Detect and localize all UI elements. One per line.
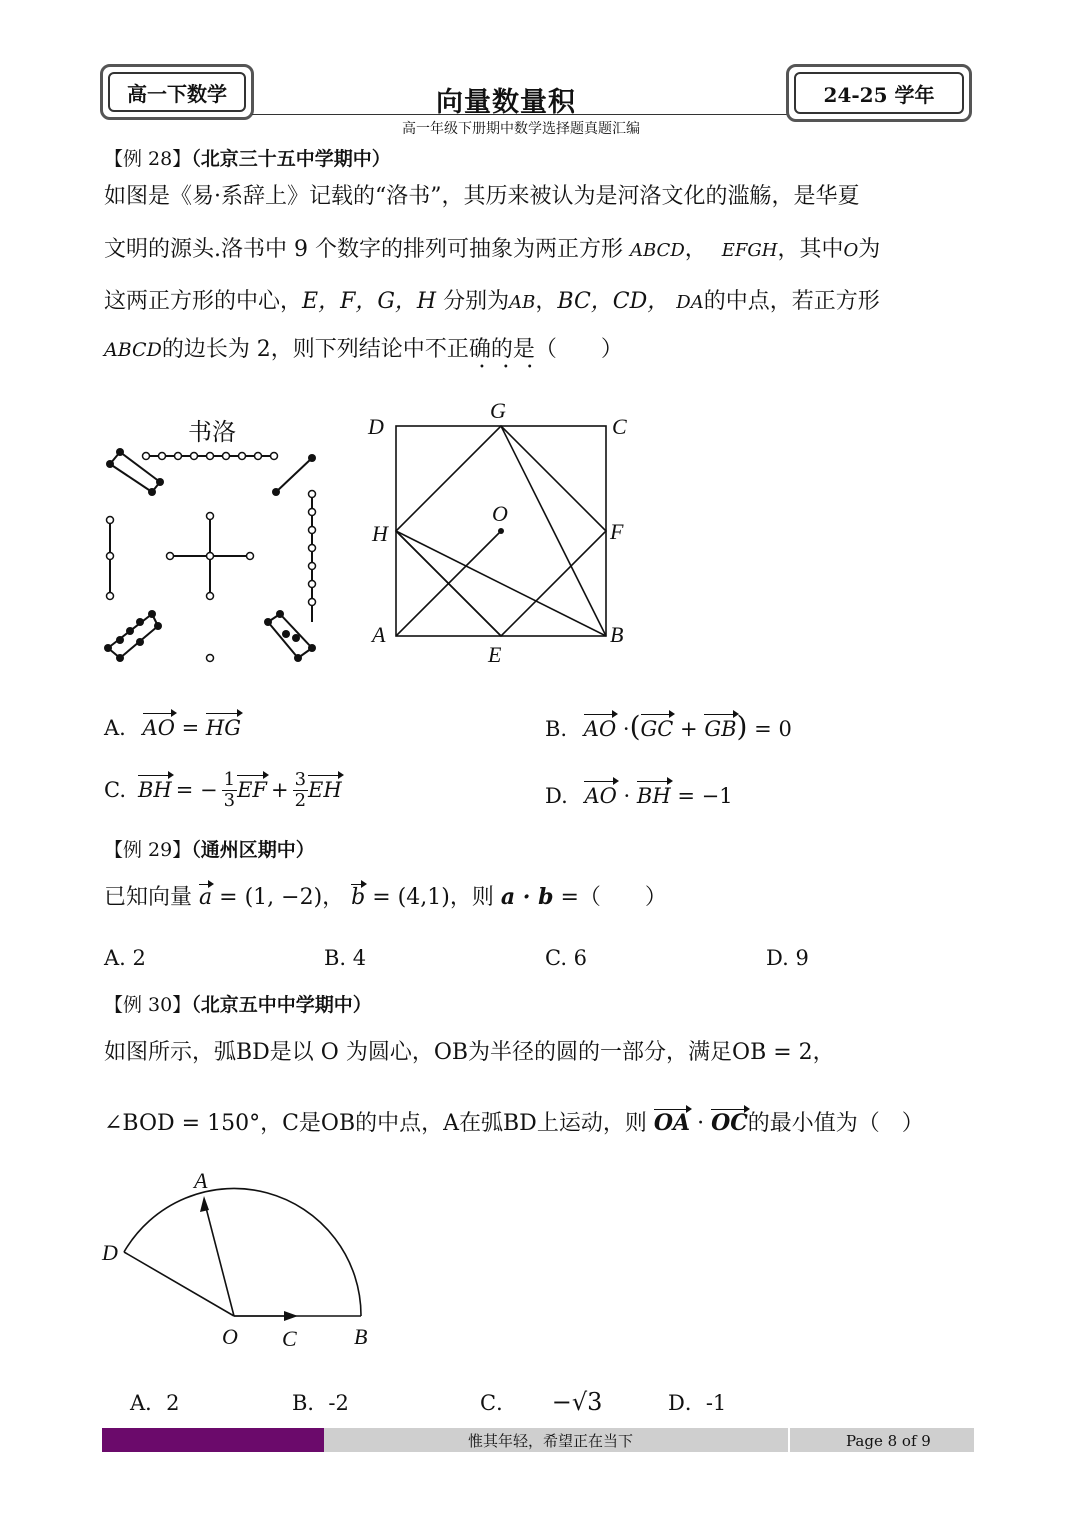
label-b: B: [610, 622, 624, 647]
label-c: C: [282, 1326, 297, 1351]
year-tag: [786, 64, 972, 122]
rhs: = −1: [677, 784, 733, 808]
example-source: （北京五中中学期中）: [191, 994, 372, 1016]
option-letter: C．: [480, 1391, 518, 1415]
example-30-heading: [104, 990, 372, 1017]
subject-tag: [100, 64, 254, 120]
label-e: E: [488, 642, 502, 667]
text: 已知向量: [104, 885, 193, 910]
label-g: G: [490, 398, 506, 423]
year-tag-label: 24-25 学年: [794, 72, 964, 114]
num: 3: [294, 769, 307, 790]
footer-motto: 惟其年轻，希望正在当下: [468, 1432, 634, 1450]
label-d: D: [368, 414, 384, 439]
square-figure: [360, 396, 640, 676]
label-b: B: [354, 1324, 368, 1349]
ex29-question: [104, 886, 667, 909]
vec-a: a: [199, 885, 213, 910]
luoshu-title: 书洛: [188, 418, 236, 446]
ex30-option-a[interactable]: A．2: [130, 1391, 180, 1415]
vec-ao: AO: [142, 716, 175, 740]
ex29-option-d[interactable]: D. 9: [766, 946, 809, 970]
text: 的中点，若正方形: [703, 289, 880, 314]
option-letter: B.: [545, 717, 568, 741]
square-abcd: ABCD: [104, 339, 162, 361]
op: +: [680, 717, 698, 741]
square-abcd: ABCD: [629, 240, 685, 261]
ex30-option-b[interactable]: B．-2: [292, 1391, 349, 1415]
label-o: O: [222, 1324, 238, 1349]
ex28-option-c[interactable]: [104, 770, 342, 811]
header-rule: [252, 114, 788, 115]
ex28-option-b[interactable]: B. AO ·(GC + GB) = 0: [545, 710, 792, 743]
luoshu-figure: [100, 444, 330, 674]
op: ·: [697, 1111, 705, 1136]
page-subtitle: 高一年级下册期中数学选择题真题汇编: [402, 121, 640, 137]
ex28-line4: [104, 339, 623, 361]
vec-oc: OC: [711, 1110, 748, 1136]
vec-ao: AO: [583, 717, 617, 741]
dot-product: a · b: [500, 884, 554, 910]
example-source: （北京三十五中学期中）: [191, 148, 391, 170]
vec-bh: BH: [636, 784, 671, 808]
a-value: = (1, −2)，: [219, 885, 345, 910]
ex28-option-d[interactable]: [545, 784, 733, 808]
fraction-one-third: [222, 770, 237, 811]
page-title: 向量数量积: [436, 87, 576, 118]
ex30-option-c[interactable]: [480, 1387, 602, 1417]
text: =（ ）: [560, 885, 667, 910]
option-letter: A.: [104, 716, 126, 740]
vec-hg: HG: [205, 716, 241, 740]
ex28-line1: 如图是《易·系辞上》记载的“洛书”，其历来被认为是河洛文化的滥觞，是华夏: [104, 184, 860, 209]
text: 的最小值为（ ）: [747, 1111, 924, 1136]
label-d: D: [102, 1240, 118, 1265]
rhs: = 0: [754, 717, 792, 741]
label-f: F: [610, 519, 624, 544]
footer-accent: [102, 1428, 324, 1452]
seg-bc-cd: BC，CD，: [557, 289, 670, 314]
center-o: O: [843, 240, 859, 261]
vec-eh: EH: [308, 778, 342, 803]
option-letter: C.: [104, 778, 126, 803]
fraction-three-halves: [293, 770, 308, 811]
den: 2: [294, 789, 307, 811]
vec-bh: BH: [138, 778, 172, 803]
vec-ef: EF: [237, 778, 267, 803]
op: =: [181, 716, 200, 740]
points-efgh: E，F，G，H: [302, 289, 437, 314]
emphasis-dots: •••: [479, 362, 551, 373]
ex29-option-c[interactable]: C. 6: [545, 946, 588, 970]
text: 这两正方形的中心，: [104, 289, 303, 314]
ex29-option-a[interactable]: A. 2: [104, 946, 146, 970]
op: ·: [622, 717, 630, 741]
ex28-line3: 这两正方形的中心，E，F，G，H 分别为AB，BC，CD， DA的中点，若正方形: [104, 289, 880, 314]
example-label: 【例 29】: [104, 839, 192, 861]
vec-oa: OA: [653, 1110, 691, 1136]
vec-b: b: [351, 885, 366, 910]
b-value: = (4,1)，则: [372, 885, 494, 910]
text: 文明的源头.洛书中 9 个数字的排列可抽象为两正方形: [104, 237, 623, 262]
label-a: A: [194, 1168, 208, 1193]
ex30-option-d[interactable]: D．-1: [668, 1391, 727, 1415]
label-o: O: [492, 501, 508, 526]
subject-tag-label: 高一下数学: [108, 72, 246, 112]
text: 的边长为 2，则下列结论中: [161, 337, 425, 362]
text: 为: [858, 237, 881, 262]
example-source: （通州区期中）: [191, 839, 315, 861]
op: ·: [623, 784, 631, 808]
ex30-line1: 如图所示，弧BD是以 O 为圆心，OB为半径的圆的一部分，满足OB = 2，: [104, 1040, 835, 1065]
seg-da: DA: [676, 292, 704, 313]
example-label: 【例 30】: [104, 994, 192, 1016]
example-28-heading: [104, 144, 391, 171]
example-label: 【例 28】: [104, 148, 192, 170]
neg-sqrt3: −√3: [551, 1388, 603, 1416]
example-29-heading: [104, 835, 315, 862]
text: ，其中: [777, 237, 844, 262]
seg-ab: AB: [509, 292, 536, 313]
ex28-option-a[interactable]: [104, 716, 241, 740]
emphasis-not-correct: 不正确: [424, 337, 491, 362]
op: = −: [175, 778, 218, 803]
vec-ao: AO: [584, 784, 617, 808]
label-a: A: [372, 622, 386, 647]
label-h: H: [372, 521, 388, 546]
text: ∠BOD = 150°，C是OB的中点，A在弧BD上运动，则: [104, 1111, 647, 1136]
text: 的是（ ）: [490, 337, 623, 362]
den: 3: [223, 789, 236, 811]
ex28-line2: 文明的源头.洛书中 9 个数字的排列可抽象为两正方形 ABCD， EFGH，其中O为: [104, 237, 881, 262]
label-c: C: [612, 414, 627, 439]
ex30-line2: [104, 1112, 924, 1135]
option-letter: D.: [545, 784, 568, 808]
footer-page-number: Page 8 of 9: [846, 1432, 931, 1450]
ex29-option-b[interactable]: B. 4: [324, 946, 367, 970]
square-efgh: EFGH: [721, 240, 778, 261]
arc-figure: [96, 1160, 386, 1360]
num: 1: [223, 769, 236, 790]
vec-gc: GC: [640, 717, 674, 741]
op: +: [270, 778, 289, 803]
text: 分别为: [443, 289, 510, 314]
vec-gb: GB: [704, 717, 737, 741]
